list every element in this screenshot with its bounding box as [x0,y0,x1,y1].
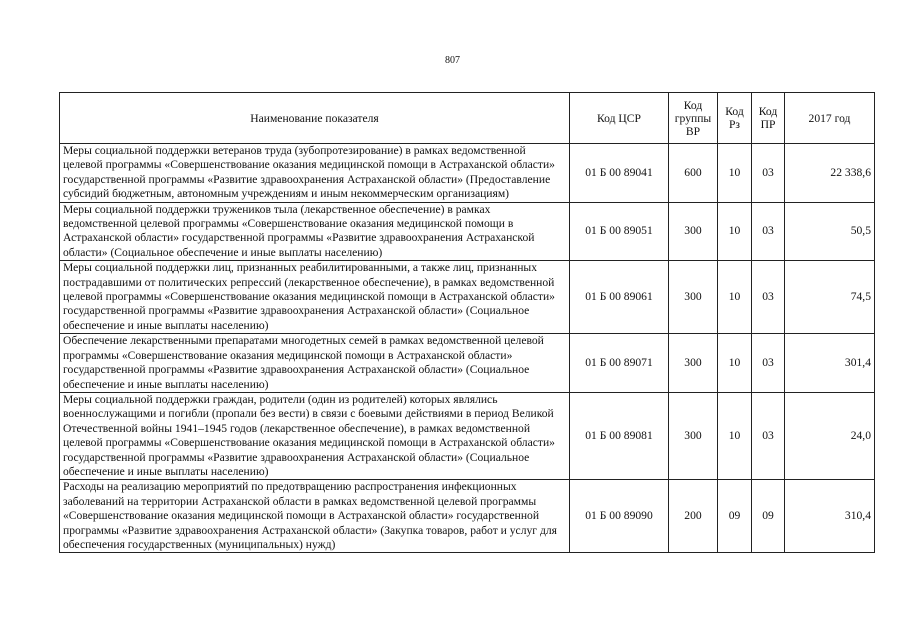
table-header-row [60,93,875,144]
row-csr: 01 Б 00 89041 [570,144,669,203]
row-rz: 10 [718,144,752,203]
row-vr: 200 [669,480,718,553]
header-name: Наименование показателя [60,93,570,144]
row-csr: 01 Б 00 89051 [570,202,669,261]
row-csr: 01 Б 00 89090 [570,480,669,553]
row-csr: 01 Б 00 89061 [570,261,669,334]
table-row [60,392,875,479]
table-row [60,480,875,553]
row-vr: 300 [669,334,718,393]
row-csr: 01 Б 00 89081 [570,392,669,479]
row-vr: 300 [669,392,718,479]
row-pr: 03 [752,261,785,334]
row-vr: 300 [669,261,718,334]
row-vr: 300 [669,202,718,261]
budget-table [59,92,875,553]
row-pr: 03 [752,144,785,203]
row-pr: 03 [752,334,785,393]
row-value: 50,5 [785,202,875,261]
row-value: 24,0 [785,392,875,479]
row-name: Меры социальной поддержки лиц, признанных реабилитированными, а также лиц, признанных пострадавшими от политических репрессий (лекарственное обеспечение), в рамках ведомственной целевой программы «Совершенствование оказания медицинской помощи в Астраханской области» государственной программы «Развитие здравоохранения Астраханской области» (Социальное обеспечение и иные выплаты населению) [60,261,570,334]
row-value: 22 338,6 [785,144,875,203]
header-rz: Код Рз [718,93,752,144]
row-rz: 10 [718,202,752,261]
row-rz: 09 [718,480,752,553]
row-csr: 01 Б 00 89071 [570,334,669,393]
table-row [60,202,875,261]
header-pr: Код ПР [752,93,785,144]
row-value: 310,4 [785,480,875,553]
table-row [60,144,875,203]
row-pr: 03 [752,392,785,479]
page-number: 807 [445,55,460,66]
header-csr: Код ЦСР [570,93,669,144]
row-name: Расходы на реализацию мероприятий по предотвращению распространения инфекционных заболеваний на территории Астраханской области в рамках ведомственной целевой программы «Совершенствование оказания медицинской помощи в Астраханской области» государственной программы «Развитие здравоохранения Астраханской области» (Закупка товаров, работ и услуг для обеспечения государственных (муниципальных) нужд) [60,480,570,553]
table-row [60,261,875,334]
row-name: Меры социальной поддержки тружеников тыла (лекарственное обеспечение) в рамках ведомственной целевой программы «Совершенствование оказания медицинской помощи в Астраханской области» государственной программы «Развитие здравоохранения Астраханской области» (Социальное обеспечение и иные выплаты населению) [60,202,570,261]
row-name: Обеспечение лекарственными препаратами многодетных семей в рамках ведомственной целевой программы «Совершенствование оказания медицинской помощи в Астраханской области» государственной программы «Развитие здравоохранения Астраханской области» (Социальное обеспечение и иные выплаты населению) [60,334,570,393]
row-value: 301,4 [785,334,875,393]
header-year: 2017 год [785,93,875,144]
row-pr: 03 [752,202,785,261]
row-rz: 10 [718,334,752,393]
row-rz: 10 [718,392,752,479]
row-pr: 09 [752,480,785,553]
table-row [60,334,875,393]
row-name: Меры социальной поддержки граждан, родители (один из родителей) которых являлись военнослужащими и погибли (пропали без вести) в связи с боевыми действиями в период Великой Отечественной войны 1941–1945 годов (лекарственное обеспечение), в рамках ведомственной целевой программы «Совершенствование оказания медицинской помощи в Астраханской области» государственной программы «Развитие здравоохранения Астраханской области» (Социальное обеспечение и иные выплаты населению) [60,392,570,479]
row-rz: 10 [718,261,752,334]
row-value: 74,5 [785,261,875,334]
header-vr: Код группы ВР [669,93,718,144]
row-vr: 600 [669,144,718,203]
row-name: Меры социальной поддержки ветеранов труда (зубопротезирование) в рамках ведомственной целевой программы «Совершенствование оказания медицинской помощи в Астраханской области» государственной программы «Развитие здравоохранения Астраханской области» (Предоставление субсидий бюджетным, автономным учреждениям и иным некоммерческим организациям) [60,144,570,203]
